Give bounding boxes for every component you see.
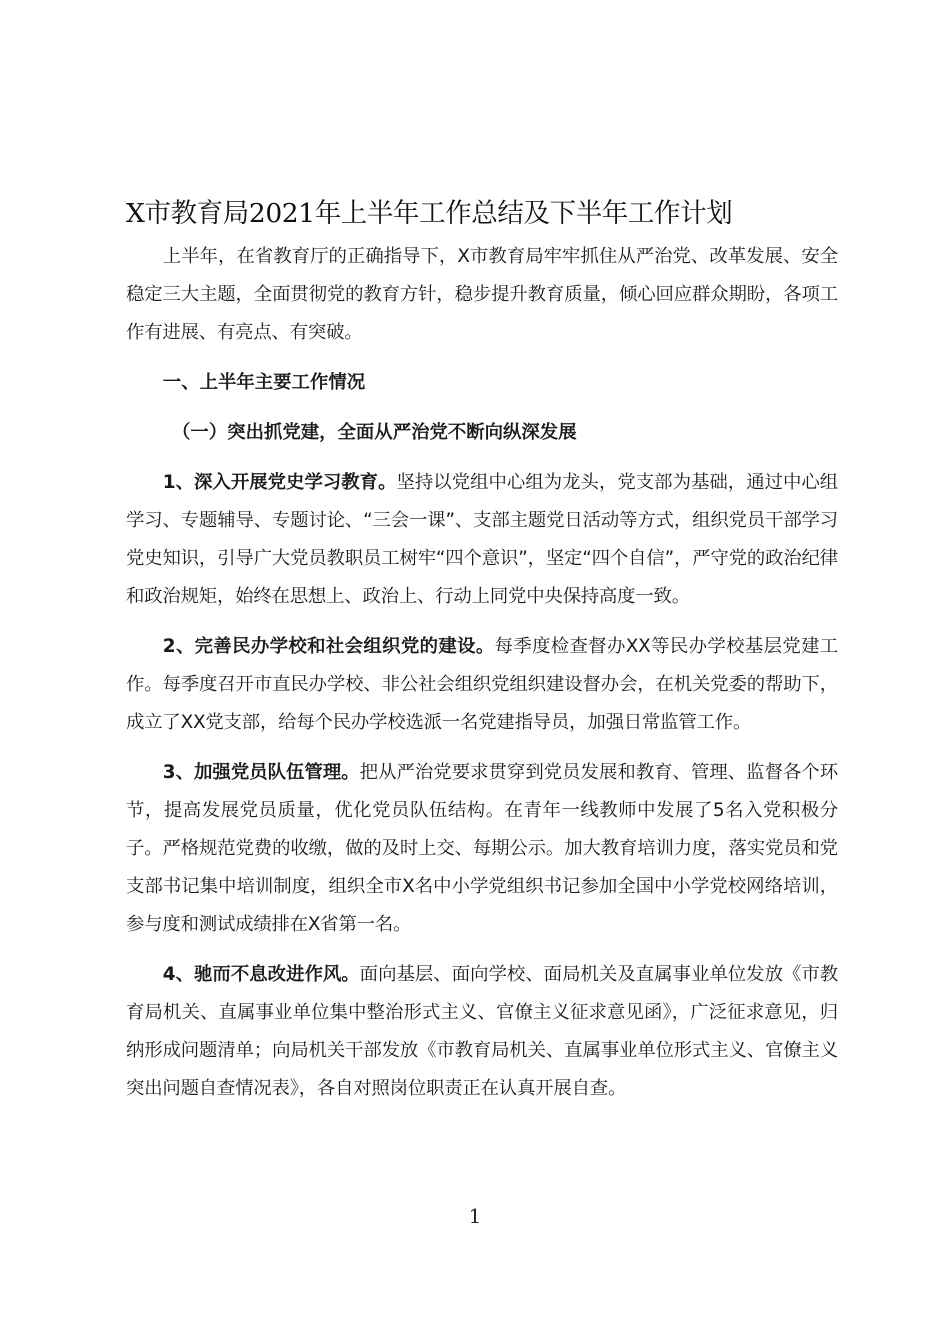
item-paragraph-3 (126, 754, 838, 944)
item-lead: 3、加强党员队伍管理。 (162, 762, 360, 783)
subsection-heading: （一）突出抓党建，全面从严治党不断向纵深发展 (172, 422, 577, 443)
item-body: 把从严治党要求贯穿到党员发展和教育、管理、监督各个环节，提高发展党员质量，优化党员队伍结构。在青年一线教师中发展了5名入党积极分子。严格规范党费的收缴，做的及时上交、每期公示。加大教育培训力度，落实党员和党支部书记集中培训制度，组织全市X名中小学党组织书记参加全国中小学党校网络培训，参与度和测试成绩排在X省第一名。 (126, 762, 838, 935)
spacer (126, 352, 838, 364)
item-body: 面向基层、面向学校、面局机关及直属事业单位发放《市教育局机关、直属事业单位集中整治形式主义、官僚主义征求意见函》，广泛征求意见，归纳形成问题清单；向局机关干部发放《市教育局机关、直属事业单位形式主义、官僚主义突出问题自查情况表》，各自对照岗位职责正在认真开展自查。 (126, 964, 838, 1099)
item-lead: 1、深入开展党史学习教育。 (162, 472, 397, 493)
spacer (126, 742, 838, 754)
document-title: X市教育局2021年上半年工作总结及下半年工作计划 (126, 198, 733, 229)
item-body: 坚持以党组中心组为龙头，党支部为基础，通过中心组学习、专题辅导、专题讨论、“三会一课”、支部主题党日活动等方式，组织党员干部学习党史知识，引导广大党员教职员工树牢“四个意识”，坚定“四个自信”，严守党的政治纪律和政治规矩，始终在思想上、政治上、行动上同党中央保持高度一致。 (126, 472, 839, 607)
item-paragraph-2 (126, 628, 838, 742)
document-body (126, 196, 838, 1108)
spacer (126, 452, 838, 464)
section-heading: 一、上半年主要工作情况 (162, 372, 366, 393)
spacer (126, 402, 838, 414)
item-paragraph-4 (126, 956, 838, 1108)
item-lead: 2、完善民办学校和社会组织党的建设。 (162, 636, 495, 657)
spacer (126, 616, 838, 628)
intro-paragraph: 上半年，在省教育厅的正确指导下，X市教育局牢牢抓住从严治党、改革发展、安全稳定三大主题，全面贯彻党的教育方针，稳步提升教育质量，倾心回应群众期盼，各项工作有进展、有亮点、有突破。 (126, 246, 838, 343)
page-number: 1 (468, 1204, 482, 1228)
item-lead: 4、驰而不息改进作风。 (162, 964, 360, 985)
item-paragraph-1 (126, 464, 838, 616)
spacer (126, 944, 838, 956)
item-body: 每季度检查督办XX等民办学校基层党建工作。每季度召开市直民办学校、非公社会组织党组织建设督办会，在机关党委的帮助下，成立了XX党支部，给每个民办学校选派一名党建指导员，加强日常监管工作。 (126, 636, 838, 733)
